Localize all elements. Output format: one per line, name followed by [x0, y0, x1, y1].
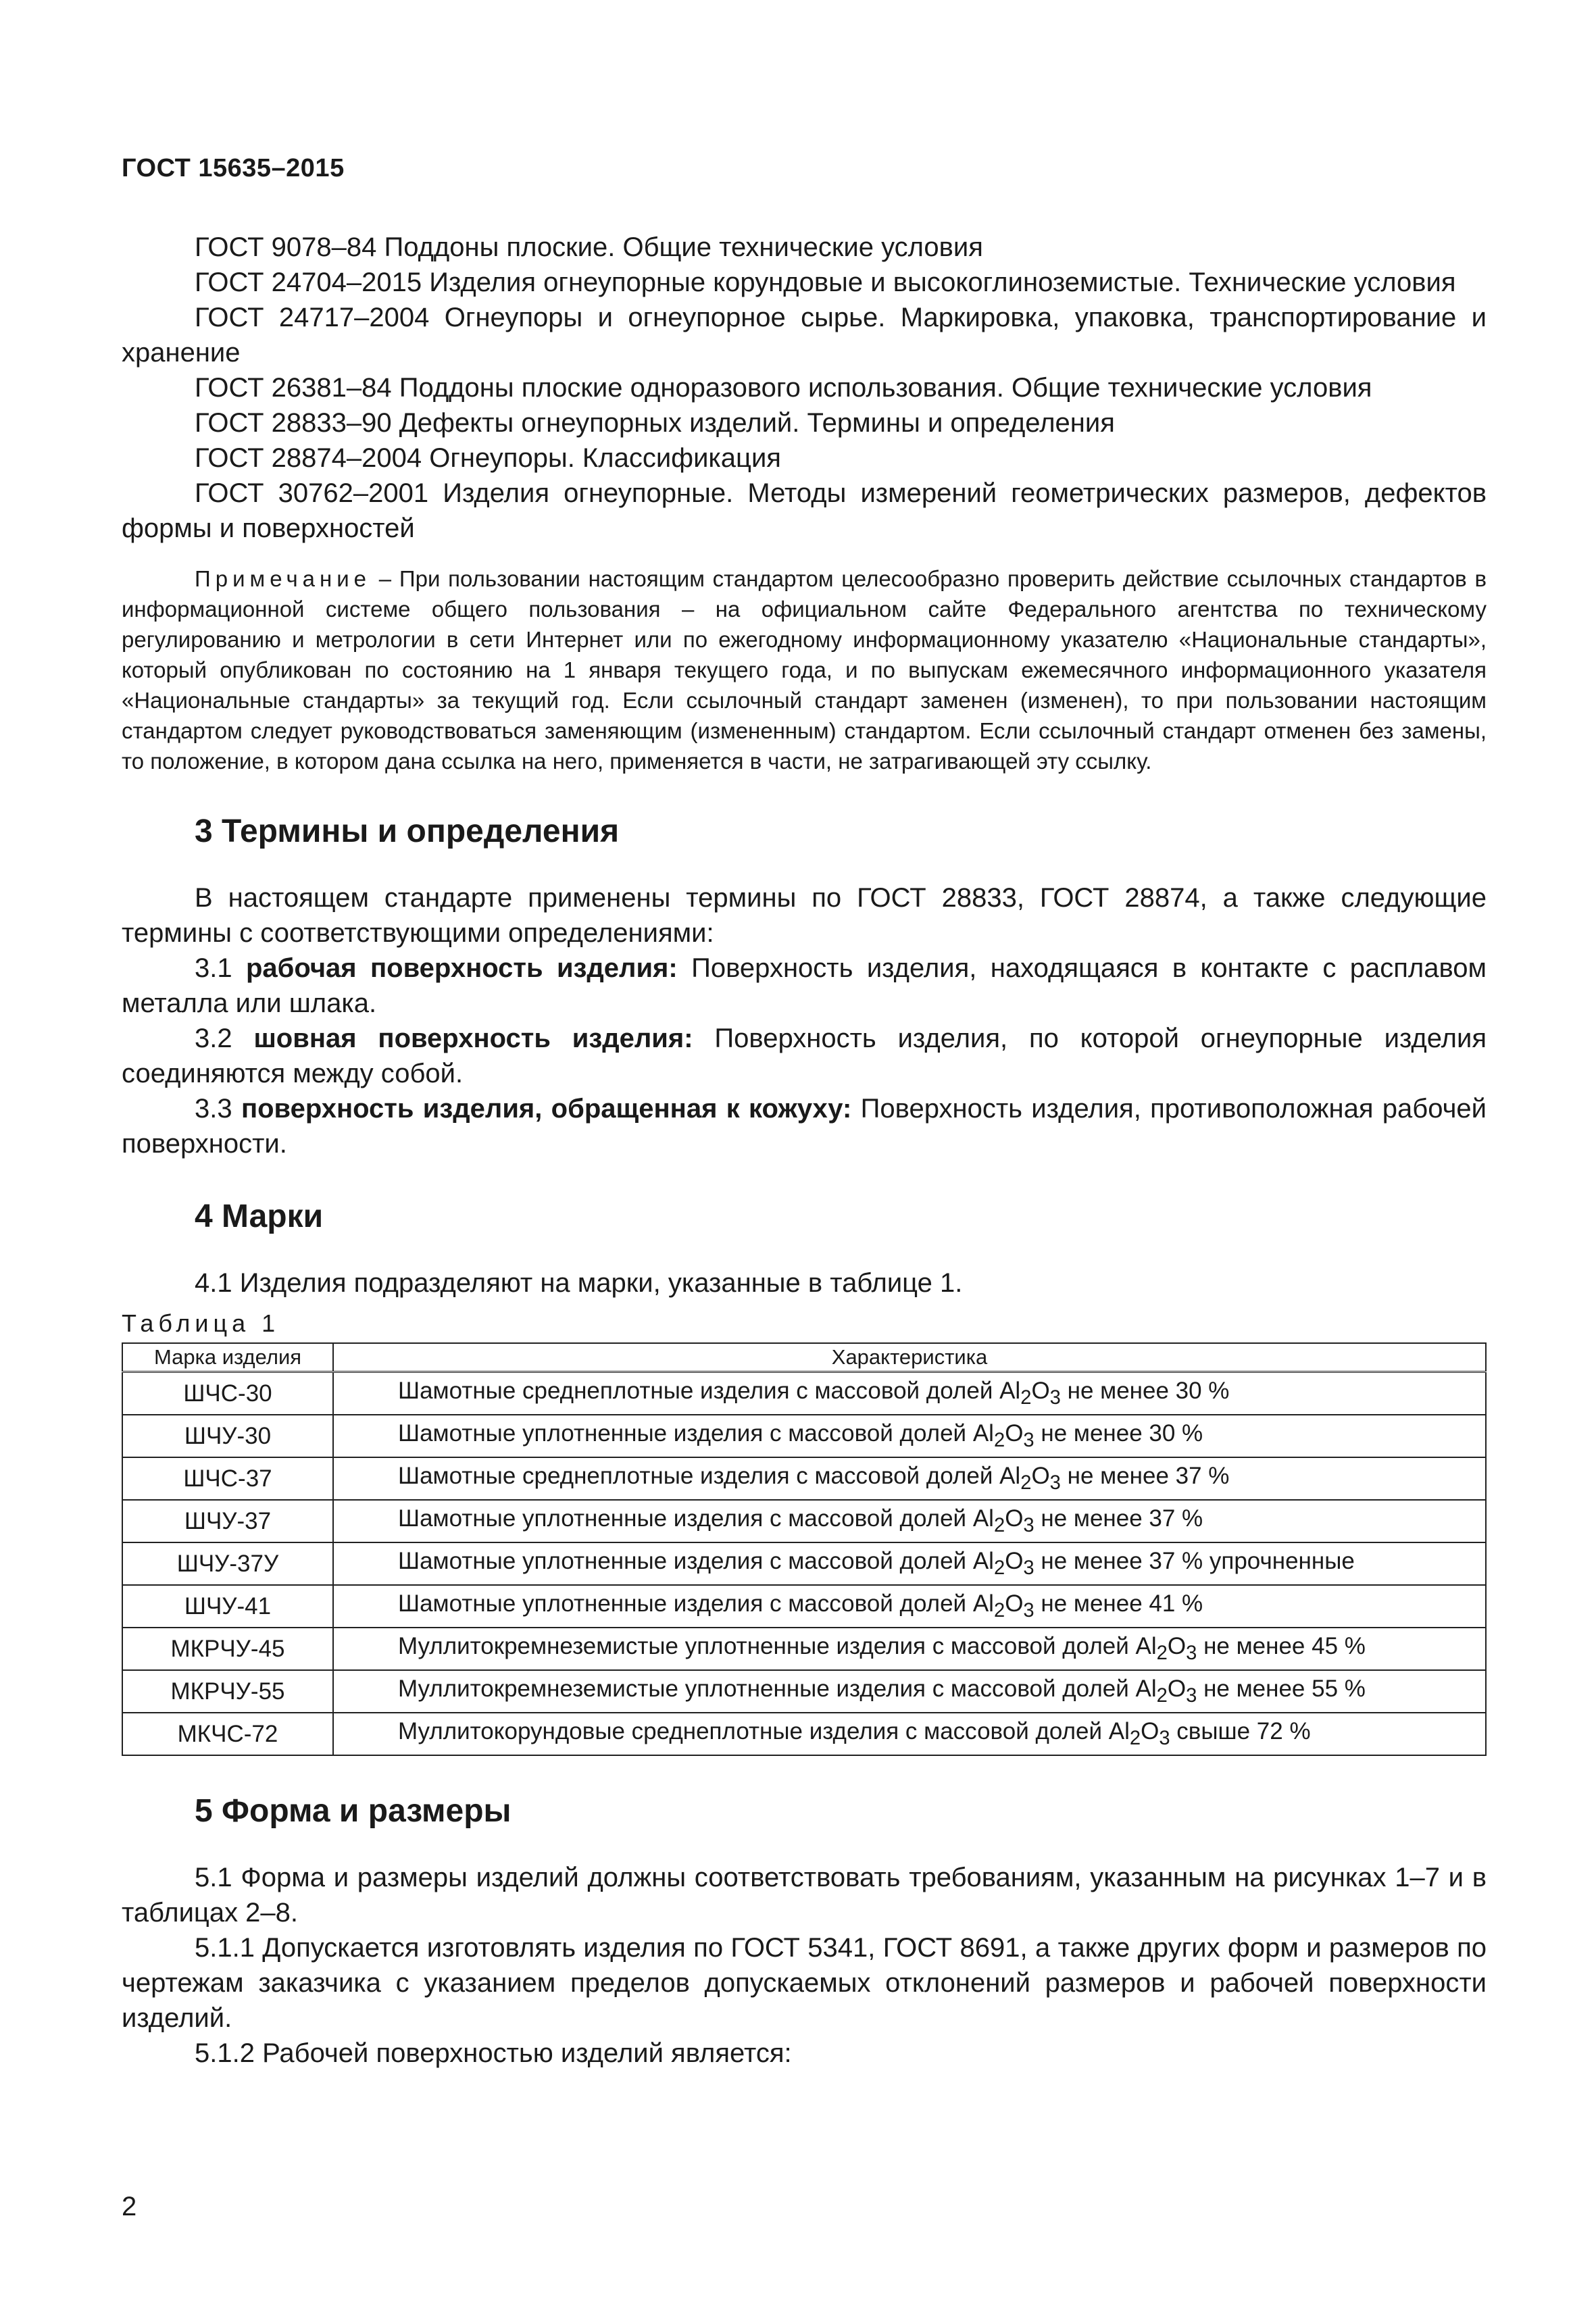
cell-characteristic	[333, 1542, 1486, 1585]
cell-characteristic	[333, 1415, 1486, 1457]
formula-oxygen: O	[1031, 1463, 1050, 1489]
reference-item: ГОСТ 24704–2015 Изделия огнеупорные корундовые и высокоглиноземистые. Технические условия	[195, 268, 1456, 297]
characteristic-text: Шамотные среднеплотные изделия с массовой долей Al	[398, 1378, 1021, 1404]
characteristic-text: Муллитокремнеземистые уплотненные изделия с массовой долей Al	[398, 1633, 1157, 1659]
term-text: Поверхность изделия, по которой огнеупорные изделия соединяются между собой.	[122, 1024, 1487, 1088]
formula-oxygen: O	[1005, 1420, 1024, 1447]
cell-characteristic	[333, 1713, 1486, 1755]
formula-subscript: 3	[1186, 1642, 1197, 1664]
table-row	[122, 1713, 1486, 1755]
characteristic-text: Шамотные среднеплотные изделия с массовой долей Al	[398, 1463, 1021, 1489]
note-text: – При пользовании настоящим стандартом целесообразно проверить действие ссылочных стандартов в информационной системе общего пользования – на официальном сайте Федерального агентства по техническому регулированию и метрологии в сети Интернет или по ежегодному информационному указателю «Национальные стандарты», который опубликован по состоянию на 1 января текущего года, и по выпускам ежемесячного информационного указателя «Национальные стандарты» за текущий год. Если ссылочный стандарт заменен (изменен), то при пользовании настоящим стандартом следует руководствоваться заменяющим (измененным) стандартом. Если ссылочный стандарт отменен без замены, то положение, в котором дана ссылка на него, применяется в части, не затрагивающей эту ссылку.	[122, 566, 1487, 774]
table-caption: Таблица 1	[122, 1309, 280, 1337]
section-heading-terms: 3 Термины и определения	[195, 813, 620, 849]
characteristic-limit: не менее 30 %	[1060, 1378, 1230, 1404]
term-number: 3.2	[195, 1024, 254, 1053]
reference-item: ГОСТ 28833–90 Дефекты огнеупорных изделий. Термины и определения	[195, 408, 1115, 438]
term-text: Поверхность изделия, противоположная рабочей поверхности.	[122, 1094, 1487, 1159]
cell-characteristic	[333, 1372, 1486, 1415]
term-number: 3.3	[195, 1094, 241, 1124]
term-definition	[122, 951, 1487, 1021]
term-text: Поверхность изделия, находящаяся в контакте с расплавом металла или шлака.	[122, 953, 1487, 1018]
formula-subscript: 3	[1023, 1430, 1034, 1451]
formula-subscript: 3	[1023, 1557, 1034, 1579]
formula-subscript: 2	[1020, 1472, 1032, 1494]
cell-characteristic	[333, 1628, 1486, 1670]
formula-oxygen: O	[1141, 1718, 1159, 1744]
characteristic-limit: не менее 37 % упрочненные	[1034, 1548, 1355, 1574]
cell-characteristic	[333, 1457, 1486, 1500]
reference-item: ГОСТ 28874–2004 Огнеупоры. Классификация	[195, 443, 781, 473]
term-name: рабочая поверхность изделия:	[246, 953, 678, 983]
shape-paragraph: 5.1.1 Допускается изготовлять изделия по ГОСТ 5341, ГОСТ 8691, а также других форм и размеров по чертежам заказчика с указанием пределов допускаемых отклонений размеров и рабочей поверхности изделий.	[122, 1933, 1487, 2033]
cell-mark: ШЧС-37	[122, 1457, 333, 1500]
normative-references	[122, 230, 1487, 546]
shape-paragraph: 5.1 Форма и размеры изделий должны соответствовать требованиям, указанным на рисунках 1–7 и в таблицах 2–8.	[122, 1863, 1487, 1928]
formula-oxygen: O	[1005, 1505, 1024, 1532]
column-header-characteristic: Характеристика	[333, 1343, 1486, 1372]
cell-mark: МКРЧУ-45	[122, 1628, 333, 1670]
table-body	[122, 1372, 1486, 1756]
characteristic-text: Шамотные уплотненные изделия с массовой долей Al	[398, 1505, 994, 1532]
table-row	[122, 1500, 1486, 1542]
formula-subscript: 3	[1186, 1685, 1197, 1707]
formula-oxygen: O	[1005, 1548, 1024, 1574]
characteristic-text: Шамотные уплотненные изделия с массовой долей Al	[398, 1590, 994, 1617]
cell-mark: ШЧУ-41	[122, 1585, 333, 1628]
characteristic-text: Шамотные уплотненные изделия с массовой долей Al	[398, 1420, 994, 1447]
formula-subscript: 2	[993, 1557, 1005, 1579]
table-row	[122, 1415, 1486, 1457]
cell-mark: ШЧУ-37	[122, 1500, 333, 1542]
characteristic-limit: не менее 37 %	[1034, 1505, 1203, 1532]
formula-subscript: 2	[1020, 1387, 1032, 1409]
characteristic-limit: не менее 41 %	[1034, 1590, 1203, 1617]
table-row	[122, 1457, 1486, 1500]
formula-oxygen: O	[1167, 1676, 1187, 1702]
cell-characteristic	[333, 1670, 1486, 1713]
term-definition	[122, 1021, 1487, 1091]
characteristic-text: Муллитокремнеземистые уплотненные изделия с массовой долей Al	[398, 1676, 1157, 1702]
cell-mark: ШЧУ-30	[122, 1415, 333, 1457]
reference-item: ГОСТ 24717–2004 Огнеупоры и огнеупорное сырье. Маркировка, упаковка, транспортирование и хранение	[122, 303, 1487, 368]
formula-subscript: 3	[1049, 1387, 1061, 1409]
formula-subscript: 3	[1049, 1472, 1061, 1494]
characteristic-text: Шамотные уплотненные изделия с массовой долей Al	[398, 1548, 994, 1574]
formula-subscript: 2	[993, 1600, 1005, 1621]
formula-subscript: 3	[1023, 1515, 1034, 1536]
formula-subscript: 2	[1156, 1685, 1168, 1707]
characteristic-limit: не менее 37 %	[1060, 1463, 1230, 1489]
section-heading-shape: 5 Форма и размеры	[195, 1793, 512, 1829]
formula-subscript: 2	[993, 1430, 1005, 1451]
characteristic-limit: не менее 55 %	[1197, 1676, 1366, 1702]
formula-oxygen: O	[1031, 1378, 1050, 1404]
table-row	[122, 1542, 1486, 1585]
table-row	[122, 1628, 1486, 1670]
table-row	[122, 1372, 1486, 1415]
page-number: 2	[122, 2192, 137, 2221]
characteristic-limit: не менее 30 %	[1034, 1420, 1203, 1447]
characteristic-text: Муллитокорундовые среднеплотные изделия с массовой долей Al	[398, 1718, 1130, 1744]
characteristic-limit: не менее 45 %	[1197, 1633, 1366, 1659]
cell-characteristic	[333, 1585, 1486, 1628]
grades-table	[122, 1342, 1487, 1756]
section-heading-grades: 4 Марки	[195, 1199, 324, 1234]
document-header: ГОСТ 15635–2015	[122, 154, 345, 182]
formula-subscript: 2	[1129, 1728, 1141, 1749]
column-header-mark: Марка изделия	[122, 1343, 333, 1372]
note-label: Примечание	[195, 566, 372, 591]
table-header-row	[122, 1343, 1486, 1372]
reference-item: ГОСТ 30762–2001 Изделия огнеупорные. Методы измерений геометрических размеров, дефектов формы и поверхностей	[122, 478, 1487, 543]
terms-intro: В настоящем стандарте применены термины по ГОСТ 28833, ГОСТ 28874, а также следующие термины с соответствующими определениями:	[122, 883, 1487, 948]
document-body	[122, 230, 1487, 2071]
note-paragraph	[122, 563, 1487, 776]
shape-paragraph: 5.1.2 Рабочей поверхностью изделий является:	[195, 2038, 792, 2068]
formula-oxygen: O	[1005, 1590, 1024, 1617]
cell-mark: МКРЧУ-55	[122, 1670, 333, 1713]
characteristic-limit: свыше 72 %	[1170, 1718, 1311, 1744]
formula-subscript: 3	[1023, 1600, 1034, 1621]
formula-subscript: 2	[1156, 1642, 1168, 1664]
term-name: шовная поверхность изделия:	[253, 1024, 693, 1053]
formula-oxygen: O	[1167, 1633, 1187, 1659]
term-name: поверхность изделия, обращенная к кожуху:	[241, 1094, 852, 1124]
term-number: 3.1	[195, 953, 246, 983]
cell-mark: ШЧУ-37У	[122, 1542, 333, 1585]
term-definition	[122, 1091, 1487, 1161]
cell-mark: ШЧС-30	[122, 1372, 333, 1415]
table-row	[122, 1670, 1486, 1713]
reference-item: ГОСТ 9078–84 Поддоны плоские. Общие технические условия	[195, 232, 983, 262]
grades-paragraph: 4.1 Изделия подразделяют на марки, указанные в таблице 1.	[195, 1268, 963, 1298]
cell-characteristic	[333, 1500, 1486, 1542]
cell-mark: МКЧС-72	[122, 1713, 333, 1755]
table-row	[122, 1585, 1486, 1628]
reference-item: ГОСТ 26381–84 Поддоны плоские одноразового использования. Общие технические условия	[195, 373, 1372, 403]
formula-subscript: 3	[1159, 1728, 1170, 1749]
formula-subscript: 2	[993, 1515, 1005, 1536]
